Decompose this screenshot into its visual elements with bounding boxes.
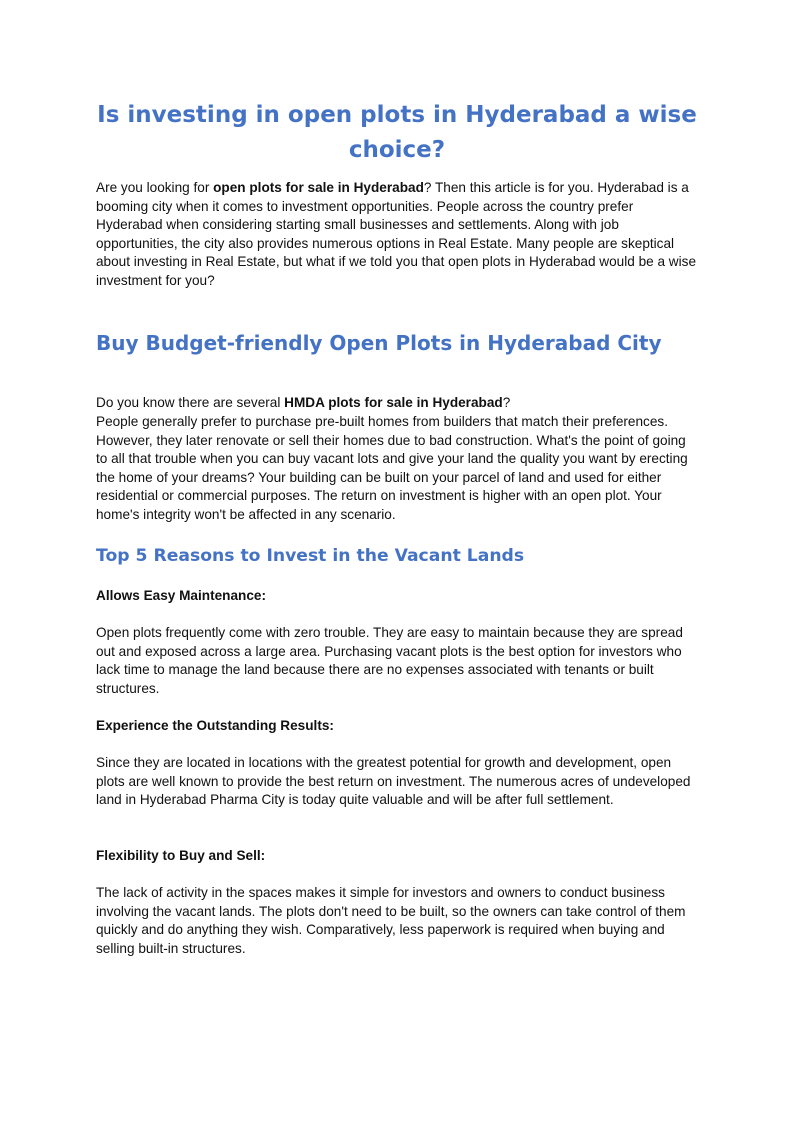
hmda-text-start: Do you know there are several [96, 395, 285, 410]
reason-text-flexibility: The lack of activity in the spaces makes it simple for investors and owners to conduct business involving the vacant lands. The plots don't need to be built, so the owners can take control of them quickly and do anything they wish. Comparatively, less paperwork is required when buying and selling built-in structures. [96, 885, 686, 956]
section-heading-top-reasons: Top 5 Reasons to Invest in the Vacant Lands [96, 546, 525, 566]
reason-label-maintenance: Allows Easy Maintenance: [96, 588, 266, 603]
intro-text-start: Are you looking for [96, 180, 214, 195]
intro-text-rest: ? Then this article is for you. Hyderabad is a booming city when it comes to investment opportunities. People across the country prefer Hyderabad when considering starting small businesses and settlements. Along with job opportunities, the city also provides numerous options in Real Estate. Many people are skeptical about investing in Real Estate, but what if we told you that open plots in Hyderabad would be a wise investment for you? [96, 180, 697, 288]
reason-label-results: Experience the Outstanding Results: [96, 718, 334, 733]
page-title: Is investing in open plots in Hyderabad a wise choice? [97, 102, 697, 163]
reason-text-maintenance: Open plots frequently come with zero trouble. They are easy to maintain because they are spread out and exposed across a large area. Purchasing vacant plots is the best option for investors who lack time to manage the land because there are no expenses associated with tenants or built structures. [96, 625, 683, 696]
hmda-bold-keyword: HMDA plots for sale in Hyderabad [284, 395, 503, 410]
intro-paragraph [96, 179, 698, 291]
reason-label-flexibility: Flexibility to Buy and Sell: [96, 848, 266, 863]
section1-paragraph: People generally prefer to purchase pre-built homes from builders that match their preferences. However, they later renovate or sell their homes due to bad construction. What's the point of going to all that trouble when you can buy vacant lots and give your land the quality you want by erecting the home of your dreams? Your building can be built on your parcel of land and used for either residential or commercial purposes. The return on investment is higher with an open plot. Your home's integrity won't be affected in any scenario. [96, 414, 688, 522]
intro-bold-keyword: open plots for sale in Hyderabad [213, 180, 424, 195]
hmda-text-end: ? [502, 395, 511, 410]
hmda-question [96, 394, 698, 413]
reason-text-results: Since they are located in locations with the greatest potential for growth and development, open plots are well known to provide the best return on investment. The numerous acres of undeveloped land in Hyderabad Pharma City is today quite valuable and will be after full settlement. [96, 755, 691, 808]
section-heading-budget-plots: Buy Budget-friendly Open Plots in Hyderabad City [96, 331, 662, 355]
